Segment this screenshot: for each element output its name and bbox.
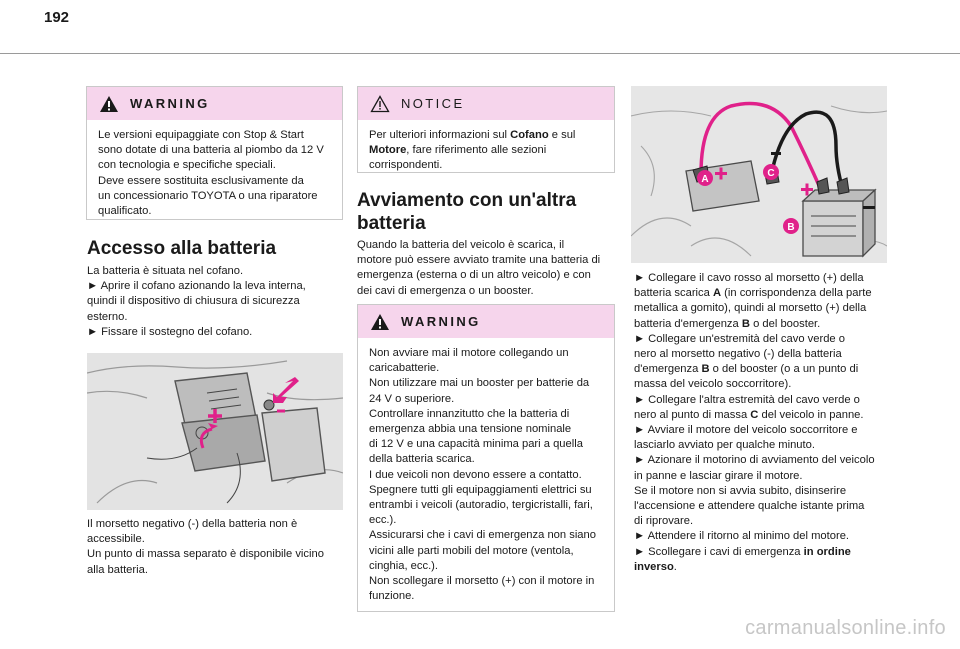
ground-point-marker	[264, 400, 274, 410]
warning-line: Spegnere tutti gli equipaggiamenti elettrici su	[369, 483, 592, 496]
warning-line: Non utilizzare mai un booster per batterie da	[369, 377, 590, 390]
label-a: A	[701, 174, 709, 185]
warning-header	[358, 305, 614, 338]
text-line: esterno.	[87, 310, 128, 323]
text-span: o del booster (o a un punto di	[709, 363, 859, 376]
text-span: batteria scarica	[634, 287, 713, 300]
warning-text	[358, 338, 614, 604]
heading-line: Avviamento con un'altra	[357, 190, 577, 211]
text-span: o del booster.	[749, 317, 821, 330]
warning-box-stop-start	[86, 86, 343, 220]
minus-marker	[771, 152, 781, 155]
notice-header	[358, 87, 614, 120]
caption-line: Il morsetto negativo (-) della batteria non è	[87, 518, 298, 530]
warning-text	[87, 120, 342, 219]
warning-line: Deve essere sostituita esclusivamente da	[98, 174, 304, 187]
bold-term: inverso	[634, 560, 674, 573]
warning-line: I due veicoli non devono essere a contatto.	[369, 468, 582, 481]
figure-jump-start-connections	[631, 86, 887, 263]
notice-line: corrispondenti.	[369, 159, 443, 172]
text-line: motore può essere avviato tramite una batteria di	[357, 254, 601, 267]
watermark: carmanualsonline.info	[745, 617, 946, 639]
jump-start-illustration	[631, 86, 887, 263]
warning-line: 24 V o superiore.	[369, 392, 455, 405]
warning-line: sono dotate di una batteria al piombo da 12 V	[98, 144, 324, 157]
warning-line: entrambi i veicoli (autoradio, tergicristalli, fari,	[369, 499, 593, 512]
step-line: l'accensione e attendere qualche istante prima	[634, 500, 865, 513]
bold-term: C	[750, 408, 759, 421]
step-line	[634, 317, 896, 332]
text-line: quindi il dispositivo di chiusura di sicurezza	[87, 295, 300, 308]
warning-title: WARNING	[130, 96, 210, 111]
notice-triangle-icon	[370, 95, 390, 113]
notice-text	[358, 120, 614, 174]
label-c-badge	[763, 164, 779, 180]
text-line: Quando la batteria del veicolo è scarica, il	[357, 239, 565, 251]
warning-line: ecc.).	[369, 514, 397, 527]
header-rule	[0, 53, 960, 54]
step-line	[634, 545, 896, 560]
bold-term: Motore	[369, 144, 407, 157]
engine-bay-illustration	[87, 353, 343, 510]
text-span: , fare riferimento alle sezioni	[406, 144, 547, 157]
step-line: ► Azionare il motorino di avviamento del veicolo	[634, 454, 875, 467]
figure1-caption	[87, 517, 347, 578]
step-line: ► Attendere il ritorno al minimo del motore.	[634, 530, 850, 543]
step-line: ► Collegare l'altra estremità del cavo verde o	[634, 393, 860, 406]
label-b-badge	[783, 218, 799, 234]
text-span: ► Scollegare i cavi di emergenza	[634, 545, 804, 558]
heading-jump-start	[357, 189, 576, 235]
warning-line: un concessionario TOYOTA o una riparatore	[98, 189, 318, 202]
warning-line: Non avviare mai il motore collegando un	[369, 347, 569, 359]
text-span: batteria d'emergenza	[634, 317, 742, 330]
text-span: nero al punto di massa	[634, 408, 751, 421]
warning-line: emergenza abbia una tensione nominale	[369, 423, 572, 436]
notice-box	[357, 86, 615, 173]
bold-term: in ordine	[803, 545, 851, 558]
jump-start-steps	[634, 271, 896, 575]
step-line	[634, 362, 896, 377]
step-line: di riprovare.	[634, 515, 694, 528]
text-line: ► Fissare il sostegno del cofano.	[87, 325, 253, 338]
label-c: C	[767, 168, 775, 179]
warning-line: di 12 V e una capacità minima pari a quella	[369, 438, 583, 451]
warning-line: cinghia, ecc.).	[369, 559, 439, 572]
text-span: d'emergenza	[634, 363, 702, 376]
text-span: .	[673, 560, 677, 573]
step-line: metallica a gomito), quindi al morsetto (+) della	[634, 302, 867, 315]
step-line: in panne e lasciar girare il motore.	[634, 469, 803, 482]
warning-line: caricabatterie.	[369, 362, 440, 375]
notice-line	[369, 128, 604, 143]
warning-line: Controllare innanzitutto che la batteria di	[369, 407, 570, 420]
step-line: lasciarlo avviato per qualche minuto.	[634, 439, 815, 452]
text-line: emergenza (esterna o di un altro veicolo) e con	[357, 269, 591, 282]
warning-line: della batteria scarica.	[369, 453, 475, 466]
heading-line: batteria	[357, 213, 426, 234]
page-number: 192	[44, 9, 70, 26]
step-line	[634, 560, 896, 575]
text-span: (in corrispondenza della parte	[721, 287, 872, 300]
caption-line: accessibile.	[87, 533, 145, 546]
battery-access-text	[87, 264, 347, 340]
warning-line: Assicurarsi che i cavi di emergenza non siano	[369, 529, 596, 542]
bold-term: A	[712, 287, 722, 300]
text-line: La batteria è situata nel cofano.	[87, 265, 244, 277]
jump-start-text	[357, 238, 619, 299]
warning-line: Non scollegare il morsetto (+) con il motore in	[369, 575, 595, 588]
bold-term: B	[741, 317, 750, 330]
text-line: dei cavi di emergenza o un booster.	[357, 284, 534, 297]
heading-battery-access: Accesso alla batteria	[87, 238, 277, 259]
warning-line: vicini alle parti mobili del motore (ventola,	[369, 544, 574, 557]
caption-line: Un punto di massa separato è disponibile vicino	[87, 548, 324, 561]
step-line: ► Collegare il cavo rosso al morsetto (+) della	[634, 272, 864, 284]
text-span: e sul	[548, 129, 576, 141]
warning-triangle-icon	[370, 313, 390, 331]
warning-box-jump-start	[357, 304, 615, 612]
warning-line: Le versioni equipaggiate con Stop & Start	[98, 129, 304, 141]
warning-triangle-icon	[99, 95, 119, 113]
label-b: B	[787, 222, 795, 233]
minus-marker	[863, 206, 875, 209]
warning-title: WARNING	[401, 314, 481, 329]
label-a-badge	[697, 170, 713, 186]
text-line: ► Aprire il cofano azionando la leva interna,	[87, 280, 306, 293]
notice-title: NOTICE	[401, 96, 465, 111]
step-line	[634, 408, 896, 423]
warning-line: funzione.	[369, 590, 415, 603]
step-line: nero al morsetto negativo (-) della batteria	[634, 348, 842, 361]
bold-term: B	[701, 363, 710, 376]
warning-line: qualificato.	[98, 205, 152, 218]
caption-line: alla batteria.	[87, 563, 148, 576]
step-line: ► Collegare un'estremità del cavo verde o	[634, 332, 845, 345]
bold-term: Cofano	[510, 129, 549, 141]
figure-battery-ground-point	[87, 353, 343, 510]
notice-line	[369, 143, 604, 158]
warning-line: con tecnologia e specifiche speciali.	[98, 159, 276, 172]
step-line: massa del veicolo soccorritore).	[634, 378, 792, 391]
step-line	[634, 286, 896, 301]
text-span: del veicolo in panne.	[758, 408, 864, 421]
step-line: ► Avviare il motore del veicolo soccorritore e	[634, 424, 858, 437]
text-span: Per ulteriori informazioni sul	[369, 129, 511, 141]
step-line: Se il motore non si avvia subito, disinserire	[634, 484, 847, 497]
warning-header	[87, 87, 342, 120]
